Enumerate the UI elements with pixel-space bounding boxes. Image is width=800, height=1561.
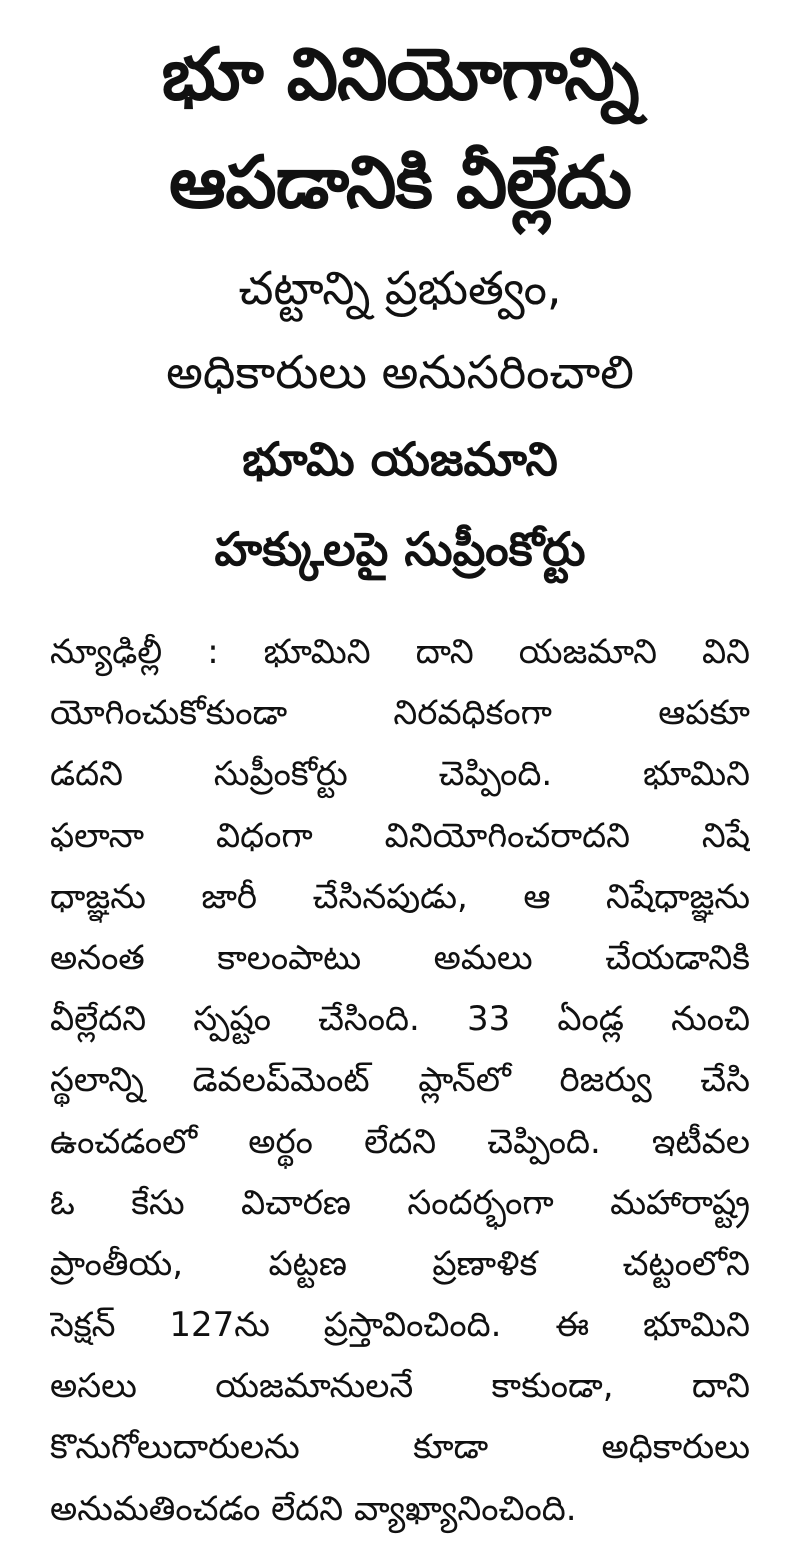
body-line: న్యూఢిల్లీ : భూమిని దాని యజమాని విని: [50, 632, 750, 672]
kicker-heading: [50, 414, 750, 594]
body-line: డదని సుప్రీంకోర్టు చెప్పింది. భూమిని: [50, 754, 750, 795]
body-line: ప్రాంతీయ, పట్టణ ప్రణాళిక చట్టంలోని: [50, 1243, 750, 1284]
body-line: ఓ కేసు విచారణ సందర్భంగా మహారాష్ట్ర: [50, 1182, 750, 1223]
body-line: అసలు యజమానులనే కాకుండా, దాని: [50, 1366, 750, 1407]
body-line: కొనుగోలుదారులను కూడా అధికారులు: [50, 1427, 750, 1468]
kicker-line-1: భూమి యజమాని: [242, 432, 558, 486]
article-body: [50, 622, 750, 1540]
body-line: ఫలానా విధంగా వినియోగించరాదని నిషే: [50, 815, 750, 856]
body-line: వీల్లేదని స్పష్టం చేసింది. 33 ఏండ్ల నుంచి: [50, 999, 750, 1040]
subheadline-line-1: చట్టాన్ని ప్రభుత్వం,: [238, 261, 562, 315]
body-line: యోగించుకోకుండా నిరవధికంగా ఆపకూ: [50, 693, 750, 734]
body-line: అనంత కాలంపాటు అమలు చేయడానికి: [50, 937, 750, 978]
body-line: సెక్షన్ 127ను ప్రస్తావించింది. ఈ భూమిని: [50, 1305, 750, 1346]
headline-line-1: భూ వినియోగాన్ని: [161, 32, 639, 116]
subheadline: [50, 246, 750, 414]
kicker-line-2: హక్కులపై సుప్రీంకోర్టు: [214, 522, 586, 576]
headline: [50, 20, 750, 236]
body-line: ధాజ్ఞను జారీ చేసినపుడు, ఆ నిషేధాజ్ఞను: [50, 876, 750, 917]
body-line: ఉంచడంలో అర్థం లేదని చెప్పింది. ఇటీవల: [50, 1121, 750, 1162]
body-line: స్థలాన్ని డెవలప్‌మెంట్ ప్లాన్‌లో రిజర్వు చేసి: [50, 1060, 750, 1101]
body-line: అనుమతించడం లేదని వ్యాఖ్యానించింది.: [50, 1488, 577, 1529]
subheadline-line-2: అధికారులు అనుసరించాలి: [166, 345, 634, 399]
headline-line-2: ఆపడానికి వీల్లేదు: [168, 140, 632, 224]
